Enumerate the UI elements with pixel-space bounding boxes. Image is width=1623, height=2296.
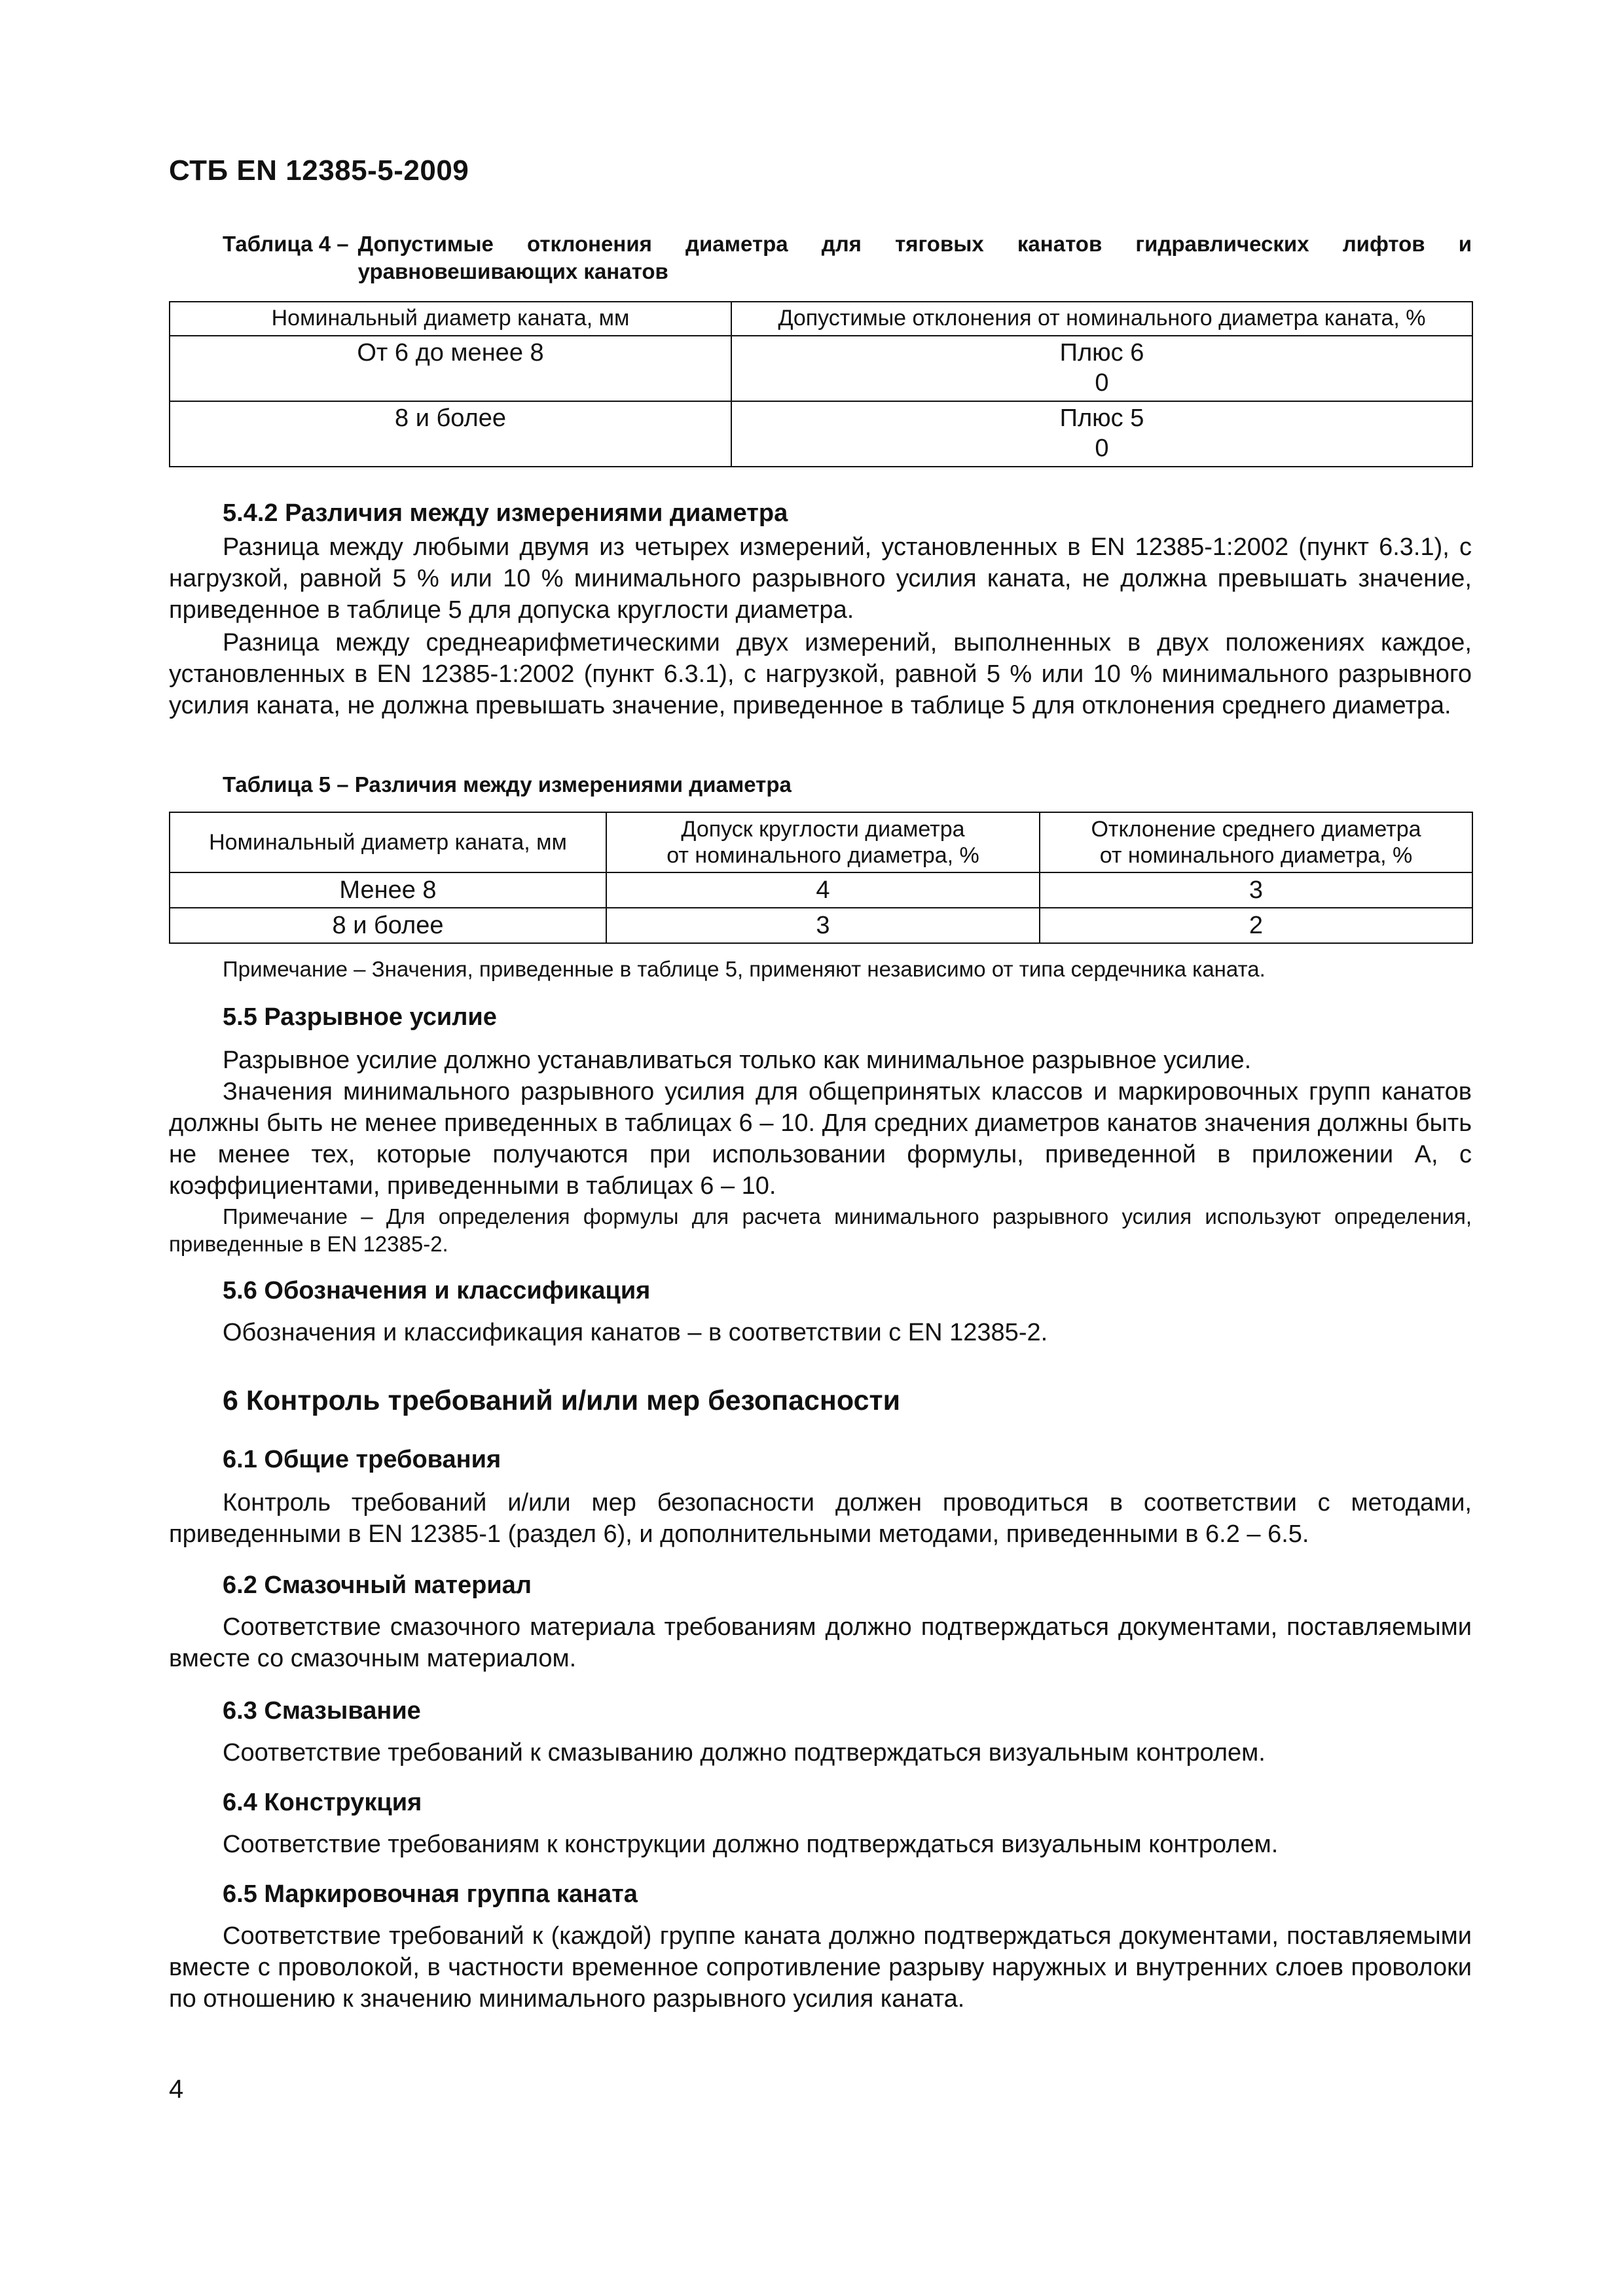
table4-caption-label: Таблица 4 – — [223, 232, 349, 256]
section-6-4-paragraph-1: Соответствие требованиям к конструкции должно подтверждаться визуальным контролем. — [223, 1831, 1279, 1858]
section-6-2-heading: 6.2 Смазочный материал — [223, 1571, 532, 1599]
table5-header-row — [170, 812, 1472, 872]
section-6-4-heading: 6.4 Конструкция — [223, 1789, 422, 1816]
section-5-5-heading: 5.5 Разрывное усилие — [223, 1003, 497, 1031]
section-6-1-paragraph-1: Контроль требований и/или мер безопасности должен проводиться в соответствии с методами, приведенными в EN 12385-1 (раздел 6), и дополнительными методами, приведенными в 6.2 – 6.5. — [169, 1489, 1472, 1548]
deviation-lower: 0 — [1095, 369, 1109, 397]
table4 — [169, 301, 1472, 467]
table5-col2-header-line1: Допуск круглости диаметра — [681, 817, 965, 842]
section-5-6-paragraph-1: Обозначения и классификация канатов – в соответствии с EN 12385-2. — [223, 1319, 1048, 1346]
section-5-4-2-paragraph-1: Разница между любыми двумя из четырех измерений, установленных в EN 12385-1:2002 (пункт 6.3.1), с нагрузкой, равной 5 % или 10 % минимального разрывного усилия каната, не должна превышать значение, приведенное в таблице 5 для допуска круглости диаметра. — [169, 533, 1472, 624]
table4-diameter-cell: 8 и более — [170, 401, 731, 467]
table5-col2-header-line2: от номинального диаметра, % — [666, 843, 979, 868]
section-6-2-paragraph-1: Соответствие смазочного материала требованиям должно подтверждаться документами, поставляемыми вместе со смазочным материалом. — [169, 1613, 1472, 1672]
section-5-4-2-heading: 5.4.2 Различия между измерениями диаметра — [223, 499, 788, 527]
page-number: 4 — [169, 2075, 184, 2104]
table4-col2-header: Допустимые отклонения от номинального диаметра каната, % — [731, 302, 1472, 336]
table4-deviation-cell — [731, 401, 1472, 467]
standard-code-header: СТБ EN 12385-5-2009 — [169, 154, 469, 187]
table-row — [170, 401, 1472, 467]
table4-caption — [169, 230, 1472, 285]
table5-col3-header-line1: Отклонение среднего диаметра — [1091, 817, 1421, 842]
table4-diameter-cell: От 6 до менее 8 — [170, 336, 731, 401]
section-5-6-heading: 5.6 Обозначения и классификация — [223, 1277, 651, 1304]
section-5-5-paragraph-2: Значения минимального разрывного усилия для общепринятых классов и маркировочных групп канатов должны быть не менее приведенных в таблицах 6 – 10. Для средних диаметров канатов значения должны быть не менее тех, которые получаются при использовании формулы, приведенной в приложении А, с коэффициентами, приведенными в таблицах 6 – 10. — [169, 1078, 1472, 1200]
table4-caption-text: Допустимые отклонения диаметра для тяговых канатов гидравлических лифтов и уравновешивающих канатов — [357, 232, 1472, 283]
table5-diameter-cell: 8 и более — [170, 908, 606, 943]
table4-col1-header: Номинальный диаметр каната, мм — [170, 302, 731, 336]
section-6-heading: 6 Контроль требований и/или мер безопасности — [223, 1385, 901, 1416]
deviation-upper: Плюс 6 — [1059, 339, 1144, 367]
table-row — [170, 908, 1472, 943]
section-5-5-note: Примечание – Для определения формулы для расчета минимального разрывного усилия используют определения, приведенные в EN 12385-2. — [169, 1204, 1472, 1256]
table5-roundness-cell: 3 — [606, 908, 1040, 943]
table5-diameter-cell: Менее 8 — [170, 872, 606, 908]
section-6-1-heading: 6.1 Общие требования — [223, 1446, 501, 1473]
deviation-lower: 0 — [1095, 435, 1109, 462]
section-5-5-paragraph-1: Разрывное усилие должно устанавливаться только как минимальное разрывное усилие. — [223, 1047, 1252, 1074]
table-row — [170, 336, 1472, 401]
section-6-3-heading: 6.3 Смазывание — [223, 1697, 421, 1725]
table4-deviation-cell — [731, 336, 1472, 401]
section-6-5-heading: 6.5 Маркировочная группа каната — [223, 1880, 638, 1908]
deviation-upper: Плюс 5 — [1059, 404, 1144, 432]
section-6-5-paragraph-1: Соответствие требований к (каждой) группе каната должно подтверждаться документами, поставляемыми вместе с проволокой, в частности временное сопротивление разрыву наружных и внутренних слоев проволоки по отношению к значению минимального разрывного усилия каната. — [169, 1922, 1472, 2013]
table5-roundness-cell: 4 — [606, 872, 1040, 908]
table4-header-row — [170, 302, 1472, 336]
table5-mean-deviation-cell: 3 — [1040, 872, 1472, 908]
table5-caption: Таблица 5 – Различия между измерениями диаметра — [223, 772, 792, 797]
table-row — [170, 872, 1472, 908]
section-6-3-paragraph-1: Соответствие требований к смазыванию должно подтверждаться визуальным контролем. — [223, 1739, 1266, 1767]
section-5-4-2-paragraph-2: Разница между среднеарифметическими двух измерений, выполненных в двух положениях каждое, установленных в EN 12385-1:2002 (пункт 6.3.1), с нагрузкой, равной 5 % или 10 % минимального разрывного усилия каната, не должна превышать значение, приведенное в таблице 5 для отклонения среднего диаметра. — [169, 629, 1472, 719]
table5-mean-deviation-cell: 2 — [1040, 908, 1472, 943]
table5-col1-header: Номинальный диаметр каната, мм — [170, 812, 606, 872]
table5-col3-header — [1040, 812, 1472, 872]
table5 — [169, 812, 1472, 944]
table5-note: Примечание – Значения, приведенные в таблице 5, применяют независимо от типа сердечника каната. — [223, 957, 1266, 981]
table5-col3-header-line2: от номинального диаметра, % — [1099, 843, 1413, 868]
table5-col2-header — [606, 812, 1040, 872]
